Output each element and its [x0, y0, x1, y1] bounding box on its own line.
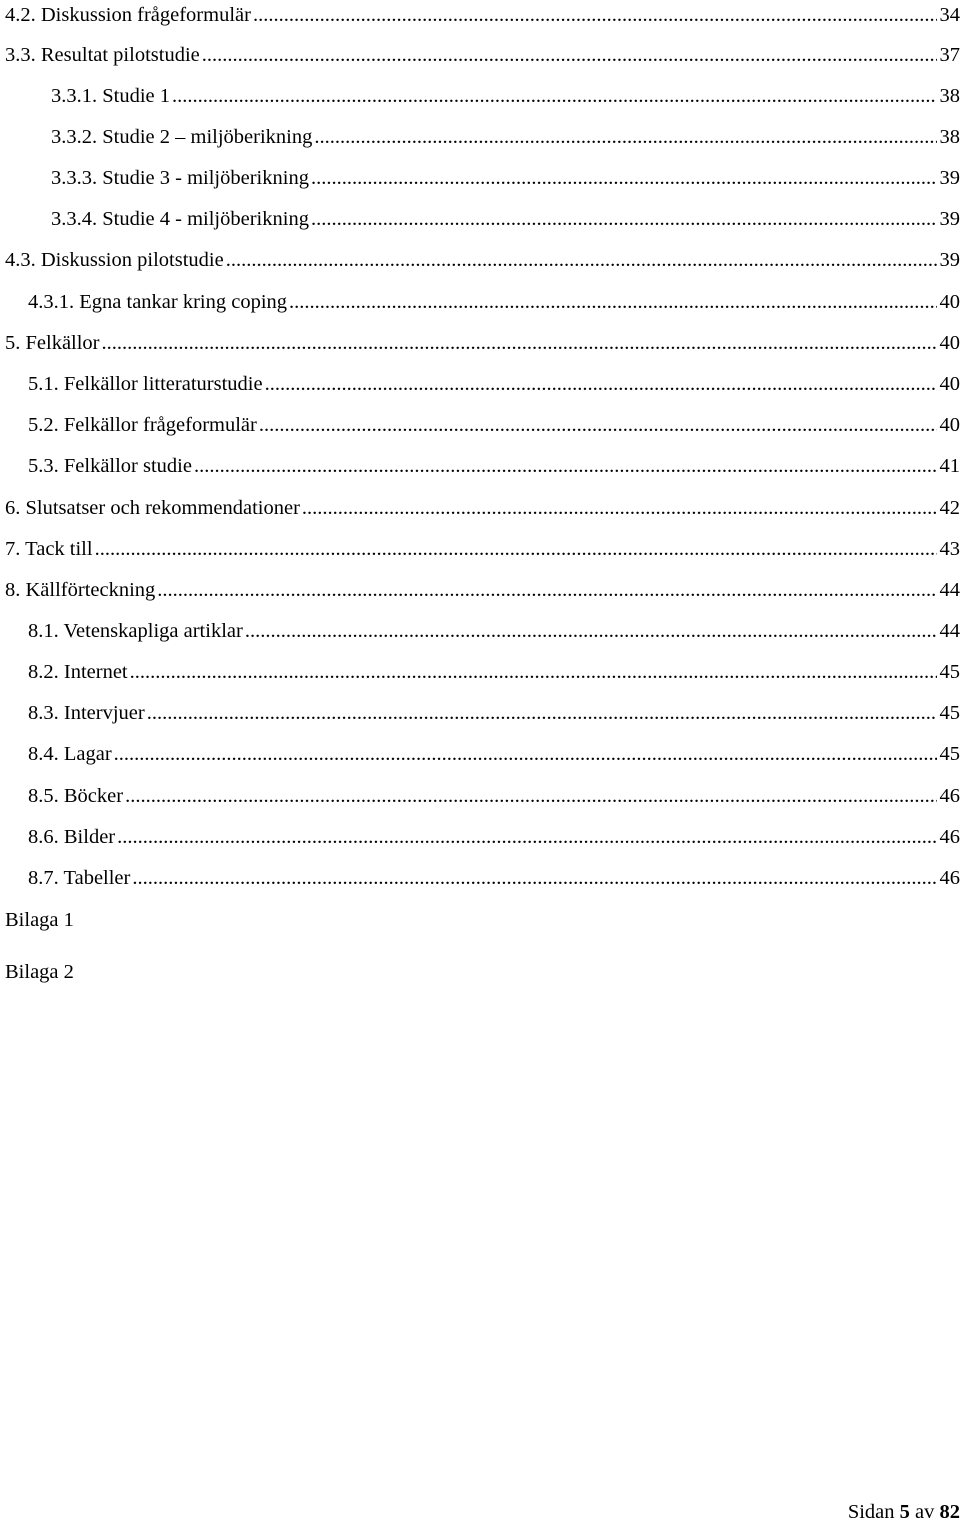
toc-entry-label: 8.4. Lagar: [28, 739, 112, 769]
toc-dot-leader: [194, 451, 937, 481]
toc-dot-leader: [125, 781, 936, 811]
toc-entry-page: 38: [940, 122, 960, 152]
toc-dot-leader: [265, 369, 937, 399]
toc-entry-label: 8.3. Intervjuer: [28, 698, 145, 728]
toc-entry-label: 4.2. Diskussion frågeformulär: [5, 0, 251, 30]
toc-entry-label: 5.2. Felkällor frågeformulär: [28, 410, 257, 440]
toc-entry-page: 40: [940, 369, 960, 399]
toc-entry-label: 8.6. Bilder: [28, 822, 115, 852]
toc-entry[interactable]: [0, 122, 960, 152]
toc-entry-page: 45: [940, 739, 960, 769]
toc-entry-page: 37: [940, 40, 960, 70]
toc-entry-label: 8. Källförteckning: [5, 575, 155, 605]
toc-entry[interactable]: [0, 451, 960, 481]
toc-entry[interactable]: [0, 287, 960, 317]
toc-entry[interactable]: [0, 739, 960, 769]
toc-entry[interactable]: [0, 40, 960, 70]
toc-entry-label: 3.3. Resultat pilotstudie: [5, 40, 200, 70]
toc-entry[interactable]: [0, 657, 960, 687]
toc-entry-page: 39: [940, 245, 960, 275]
toc-dot-leader: [311, 163, 937, 193]
toc-entry-page: 39: [940, 204, 960, 234]
toc-entry-page: 38: [940, 81, 960, 111]
toc-entry-page: 40: [940, 328, 960, 358]
toc-dot-leader: [117, 822, 936, 852]
toc-entry-label: 8.2. Internet: [28, 657, 128, 687]
toc-entry[interactable]: [0, 575, 960, 605]
toc-entry-label: 8.5. Böcker: [28, 781, 123, 811]
toc-entry-page: 34: [940, 0, 960, 30]
toc-dot-leader: [259, 410, 937, 440]
toc-entry-label: 6. Slutsatser och rekommendationer: [5, 493, 300, 523]
toc-dot-leader: [157, 575, 936, 605]
toc-entry[interactable]: [0, 863, 960, 893]
footer-prefix: Sidan: [848, 1501, 895, 1523]
toc-dot-leader: [311, 204, 937, 234]
toc-dot-leader: [289, 287, 936, 317]
toc-dot-leader: [302, 493, 937, 523]
toc-entry[interactable]: [0, 328, 960, 358]
toc-entry[interactable]: [0, 781, 960, 811]
toc-entry-label: 3.3.1. Studie 1: [51, 81, 170, 111]
toc-dot-leader: [172, 81, 936, 111]
toc-entry-page: 40: [940, 287, 960, 317]
toc-entry[interactable]: [0, 698, 960, 728]
toc-entry-page: 41: [940, 451, 960, 481]
toc-entry-page: 39: [940, 163, 960, 193]
toc-dot-leader: [245, 616, 937, 646]
toc-entry-page: 46: [940, 781, 960, 811]
toc-dot-leader: [202, 40, 937, 70]
toc-entry[interactable]: [0, 534, 960, 564]
toc-entry-label: 8.7. Tabeller: [28, 863, 130, 893]
toc-entry[interactable]: [0, 81, 960, 111]
toc-entry[interactable]: [0, 410, 960, 440]
toc-entry-label: 7. Tack till: [5, 534, 93, 564]
toc-entry[interactable]: [0, 369, 960, 399]
toc-entry-page: 45: [940, 657, 960, 687]
appendix-heading[interactable]: Bilaga 1: [5, 905, 74, 935]
footer-total-pages: 82: [940, 1501, 960, 1523]
toc-entry-page: 44: [940, 616, 960, 646]
toc-dot-leader: [314, 122, 936, 152]
toc-entry[interactable]: [0, 493, 960, 523]
toc-entry-page: 46: [940, 863, 960, 893]
toc-dot-leader: [226, 245, 937, 275]
toc-dot-leader: [95, 534, 937, 564]
toc-dot-leader: [132, 863, 936, 893]
toc-entry[interactable]: [0, 0, 960, 30]
toc-dot-leader: [114, 739, 937, 769]
toc-entry-label: 5. Felkällor: [5, 328, 100, 358]
toc-entry-page: 43: [940, 534, 960, 564]
toc-entry-label: 3.3.2. Studie 2 – miljöberikning: [51, 122, 312, 152]
toc-entry-page: 45: [940, 698, 960, 728]
footer-separator: av: [915, 1501, 934, 1523]
toc-dot-leader: [102, 328, 937, 358]
toc-entry[interactable]: [0, 245, 960, 275]
toc-entry-label: 4.3. Diskussion pilotstudie: [5, 245, 224, 275]
toc-dot-leader: [147, 698, 937, 728]
toc-entry-label: 5.3. Felkällor studie: [28, 451, 192, 481]
toc-entry-page: 46: [940, 822, 960, 852]
toc-entry-page: 42: [940, 493, 960, 523]
appendix-heading[interactable]: Bilaga 2: [5, 957, 74, 987]
toc-entry-page: 40: [940, 410, 960, 440]
toc-entry-label: 3.3.4. Studie 4 - miljöberikning: [51, 204, 309, 234]
toc-entry[interactable]: [0, 822, 960, 852]
toc-entry[interactable]: [0, 163, 960, 193]
toc-entry-page: 44: [940, 575, 960, 605]
toc-entry[interactable]: [0, 204, 960, 234]
toc-entry[interactable]: [0, 616, 960, 646]
toc-entry-label: 4.3.1. Egna tankar kring coping: [28, 287, 287, 317]
toc-dot-leader: [130, 657, 937, 687]
toc-entry-label: 3.3.3. Studie 3 - miljöberikning: [51, 163, 309, 193]
toc-dot-leader: [253, 0, 937, 30]
toc-entry-label: 8.1. Vetenskapliga artiklar: [28, 616, 243, 646]
footer-current-page: 5: [900, 1501, 910, 1523]
toc-entry-label: 5.1. Felkällor litteraturstudie: [28, 369, 263, 399]
